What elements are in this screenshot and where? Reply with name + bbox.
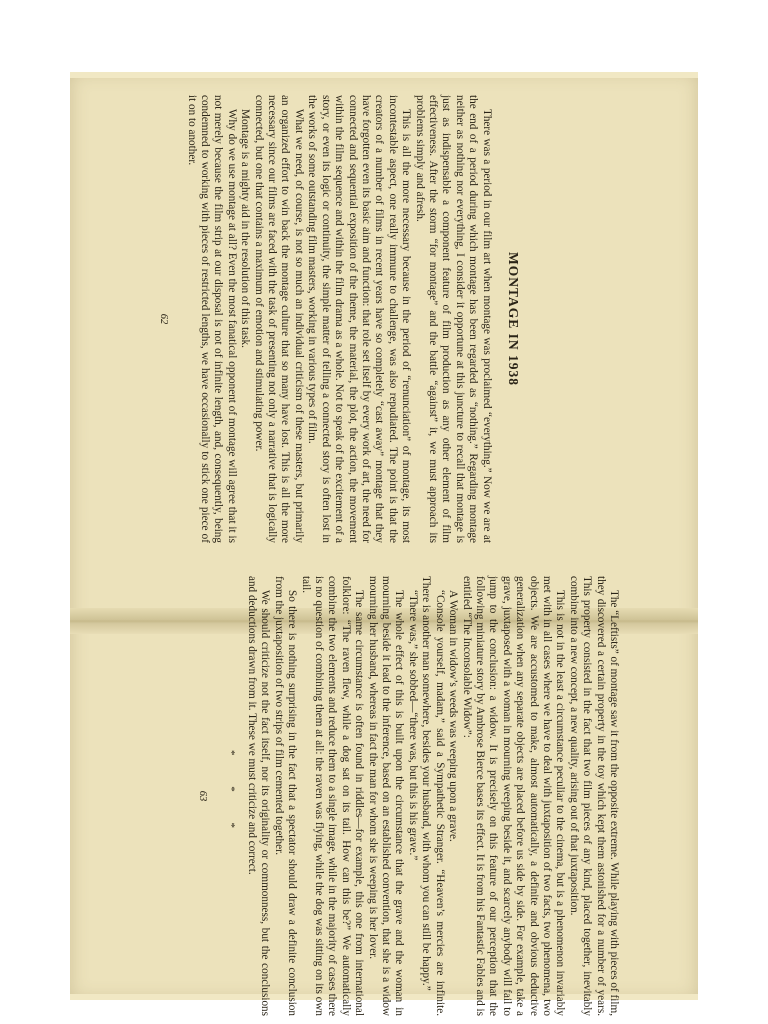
paragraph: This is all the more necessary because in the period of “renunciation” of montage, its most incontestable aspect, one really immune to challenge, was also repudiated. The point is that the creators of a number of films in recent years have so completely “cast away” montage that they have forgotten even its basic aim and function: that role set itself by every work of art, the need for connected and sequential exposition of the theme, the material, the plot, the action, the movement within the film sequence and within the film drama as a whole. Not to speak of the excitement of a story, or even its logic or continuity, the simple matter of telling a connected story is often lost in the works of some outstanding film masters, working in various types of film. xyxy=(306,95,413,543)
paragraph: We should criticize not the fact itself, nor its originality or commonness, but the conclusions and deductions drawn from it. These we must criticize and correct. xyxy=(246,576,272,1016)
paragraph: This is not in the least a circumstance peculiar to the cinema, but is a phenomenon invariably met with in all cases where we have to deal with juxtaposition of two facts, two phenomena, two objects. We are accustomed to make, almost automatically, a definite and obvious deductive generalization when any separate objects are placed before us side by side. For example, take a grave, juxtaposed with a woman in mourning weeping beside it, and scarcely anybody will fail to jump to the conclusion: a widow. It is precisely on this feature of our perception that the following miniature story by Ambrose Bierce bases its effect. It is from his Fantastic Fables and is entitled “The Inconsolable Widow”: xyxy=(460,576,567,1016)
quote-line: “Console yourself, madam,” said a Sympathetic Stranger. “Heaven’s mercies are infinite. There is another man somewhere, besides your husband, with whom you can still be happy.” xyxy=(420,576,446,1016)
left-page xyxy=(120,95,520,543)
quote-line: A Woman in widow’s weeds was weeping upon a grave. xyxy=(447,590,460,842)
section-break: * * * xyxy=(224,750,237,842)
paragraph: Why do we use montage at all? Even the most fanatical opponent of montage will agree that it is not merely because the film strip at our disposal is not of infinite length, and, consequently, being condemned to working with pieces of restricted lengths, we have occasionally to stick one piece of it on to another. xyxy=(185,95,238,543)
page-number: 62 xyxy=(158,313,170,325)
paragraph: So there is nothing surprising in the fact that a spectator should draw a definite conclusion from the juxtaposition of two strips of film cemented together. xyxy=(272,576,299,1016)
paragraph: There was a period in our film art when montage was proclaimed “everything.” Now we are at the end of a period during which montage has been regarded as “nothing.” Regarding montage neither as nothing nor everything, I consider it opportune at this juncture to recall that montage is just as indispensable a component feature of film production as any other element of film effectiveness. After the storm “for montage” and the battle “against” it, we must approach its problems simply and afresh. xyxy=(413,95,493,543)
paragraph: The “Leftists” of montage saw it from the opposite extreme. While playing with pieces of film, they discovered a certain property in the toy which kept them astonished for a number of years. This property consisted in the fact that two film pieces of any kind, placed together, inevitably combine into a new concept, a new quality, arising out of that juxtaposition. xyxy=(567,576,620,1016)
paragraph: The same circumstance is often found in riddles—for example, this one from international folklore: “The raven flew, while a dog sat on its tail. How can this be?” We automatically combine the two elements and reduce them to a single image, while in the majority of cases there is no question of combining them at all: the raven was flying, while the dog was sitting on its own tail. xyxy=(299,576,366,1016)
paragraph: Montage is a mighty aid in the resolution of this task. xyxy=(239,109,252,348)
page-edge-top xyxy=(70,72,698,78)
page-number: 63 xyxy=(197,790,209,802)
right-page xyxy=(160,576,620,1016)
chapter-title: MONTAGE IN 1938 xyxy=(506,251,521,386)
quote-line: “There was,” she sobbed—“there was, but this is his grave.” xyxy=(406,590,419,861)
paragraph: What we need, of course, is not so much an individual criticism of these masters, but primarily an organized effort to win back the montage culture that so many have lost. This is all the more necessary since our films are faced with the task of presenting not only a narrative that is logically connected, but one that contains a maximum of emotion and stimulating power. xyxy=(252,95,305,543)
paragraph: The whole effect of this is built upon the circumstance that the grave and the woman in mourning beside it lead to the inference, based on an established convention, that she is a widow mourning her husband, whereas in fact the man for whom she is weeping is her lover. xyxy=(366,576,406,1016)
